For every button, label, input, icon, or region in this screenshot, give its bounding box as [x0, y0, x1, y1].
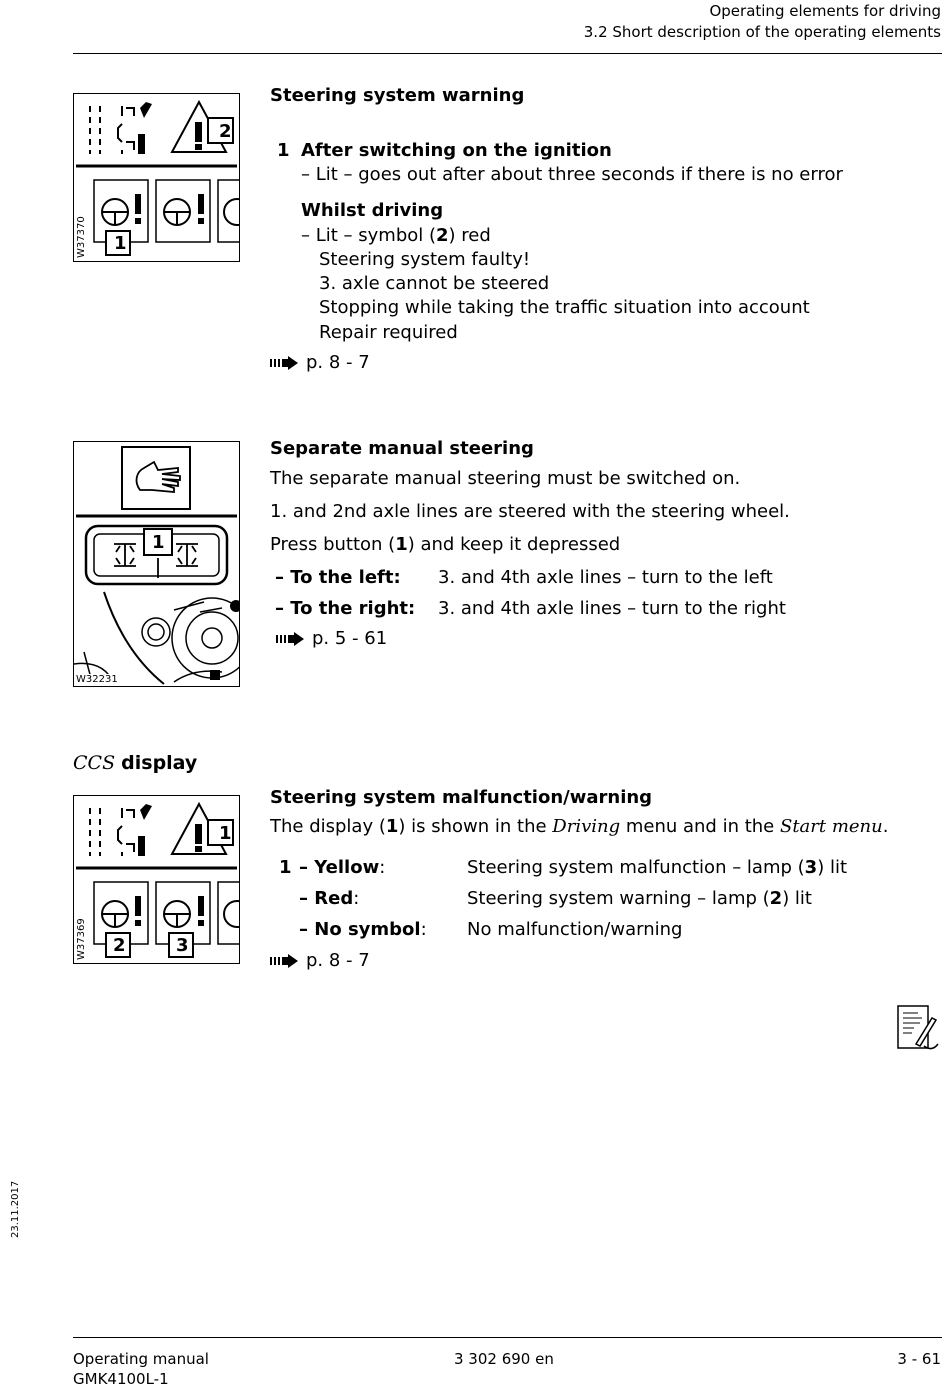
direction-text-right: 3. and 4th axle lines – turn to the right: [438, 598, 786, 619]
sub-title: Whilst driving: [301, 200, 444, 221]
callout-1: 1: [114, 233, 127, 254]
header-rule: [73, 53, 942, 54]
item-number: 1: [277, 140, 290, 161]
footer-rule: [73, 1337, 942, 1338]
figure-id: W37370: [76, 216, 87, 258]
cross-reference[interactable]: p. 8 - 7: [270, 950, 370, 971]
callout-2: 2: [219, 121, 232, 142]
status-text-yellow: Steering system malfunction – lamp (3) lit: [467, 857, 848, 878]
detail-line: 3. axle cannot be steered: [319, 273, 550, 294]
side-date: 23.11.2017: [10, 1180, 21, 1238]
arrow-reference-icon: [270, 356, 300, 370]
cross-reference[interactable]: p. 5 - 61: [276, 628, 387, 649]
item-title: After switching on the ignition: [301, 140, 612, 161]
figure-id: W32231: [76, 674, 118, 685]
status-label-no-symbol: – No symbol:: [299, 919, 427, 940]
body-line: Press button (1) and keep it depressed: [270, 534, 621, 555]
status-text-no-symbol: No malfunction/warning: [467, 919, 683, 940]
callout-3: 3: [176, 935, 189, 956]
footer-manual-title: Operating manual: [73, 1350, 209, 1368]
cross-reference[interactable]: p. 8 - 7: [270, 352, 370, 373]
sub-line: – Lit – symbol (2) red: [301, 225, 491, 246]
direction-label-right: – To the right:: [275, 598, 416, 619]
status-label-red: – Red:: [299, 888, 360, 909]
item-line: – Lit – goes out after about three seconds if there is no error: [301, 164, 843, 185]
callout-1: 1: [219, 823, 232, 844]
figure-steering-warning: [73, 93, 240, 262]
figure-manual-steering: [73, 441, 240, 687]
direction-text-left: 3. and 4th axle lines – turn to the left: [438, 567, 773, 588]
detail-line: Stopping while taking the traffic situation into account: [319, 297, 810, 318]
detail-line: Steering system faulty!: [319, 249, 531, 270]
status-text-red: Steering system warning – lamp (2) lit: [467, 888, 812, 909]
callout-1: 1: [152, 532, 165, 553]
section-title-manual-steering: Separate manual steering: [270, 438, 534, 459]
footer-model: GMK4100L-1: [73, 1370, 169, 1388]
footer-page-number: 3 - 61: [897, 1350, 941, 1368]
arrow-reference-icon: [270, 954, 300, 968]
status-label-yellow: – Yellow:: [299, 857, 386, 878]
direction-label-left: – To the left:: [275, 567, 401, 588]
notes-document-icon: [894, 1004, 942, 1052]
body-line: 1. and 2nd axle lines are steered with the steering wheel.: [270, 501, 790, 522]
section-title-steering-warning: Steering system warning: [270, 85, 525, 106]
detail-line: Repair required: [319, 322, 458, 343]
body-line: The display (1) is shown in the Driving menu and in the Start menu.: [270, 816, 889, 837]
footer-doc-number: 3 302 690 en: [454, 1350, 554, 1368]
section-title-malfunction-warning: Steering system malfunction/warning: [270, 787, 653, 808]
figure-ccs-display: [73, 795, 240, 964]
ccs-display-heading: CCS display: [73, 752, 198, 774]
body-line: The separate manual steering must be switched on.: [270, 468, 741, 489]
header-section: 3.2 Short description of the operating elements: [583, 23, 941, 41]
status-number: 1: [279, 857, 292, 878]
header-chapter: Operating elements for driving: [709, 2, 941, 20]
figure-id: W37369: [76, 918, 87, 960]
callout-2: 2: [113, 935, 126, 956]
arrow-reference-icon: [276, 632, 306, 646]
